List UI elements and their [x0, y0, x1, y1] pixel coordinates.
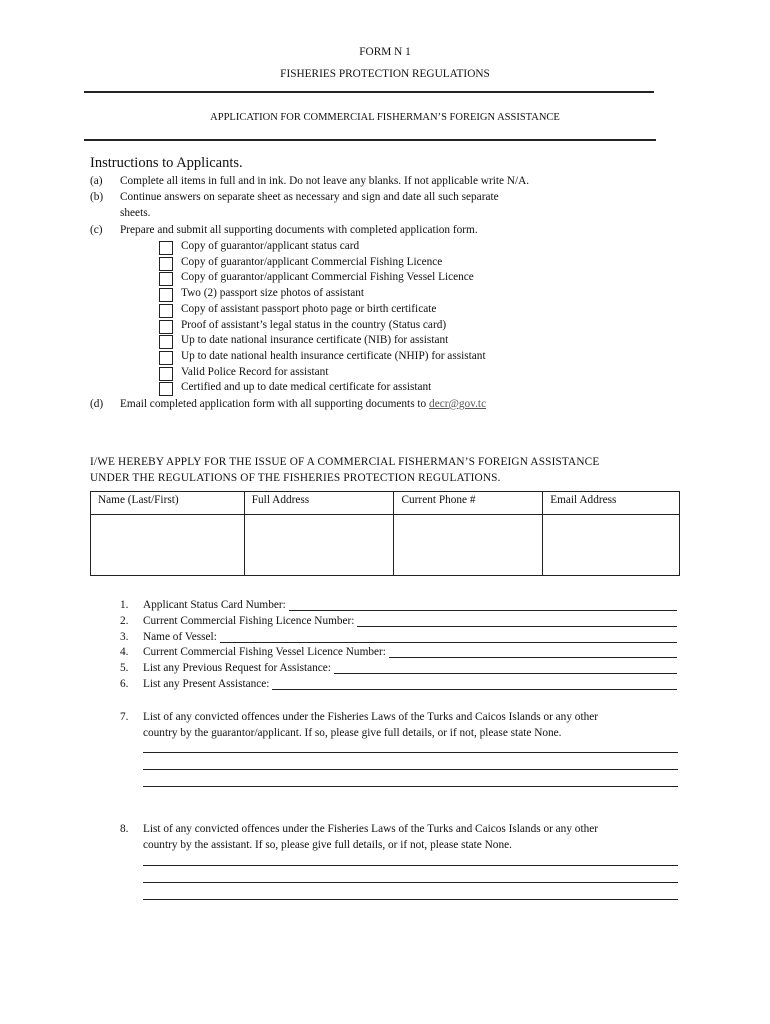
instruction-text [120, 397, 486, 413]
instruction-marker: (c) [90, 224, 103, 236]
checklist-label: Valid Police Record for assistant [181, 365, 329, 378]
column-header-phone: Current Phone # [394, 492, 543, 515]
header-divider-top [84, 91, 654, 93]
answer-field[interactable] [389, 657, 677, 658]
checklist-label: Up to date national insurance certificate (NIB) for assistant [181, 334, 449, 347]
question-text: country by the guarantor/applicant. If so, please give full details, or if not, please state None. [143, 727, 562, 739]
question-number: 3. [120, 630, 129, 643]
declaration-line-1: I/WE HEREBY APPLY FOR THE ISSUE OF A COMMERCIAL FISHERMAN’S FOREIGN ASSISTANCE [90, 456, 600, 468]
instruction-text: Prepare and submit all supporting documents with completed application form. [120, 224, 478, 236]
applicant-details-table [90, 491, 680, 576]
answer-field[interactable] [334, 673, 677, 674]
checklist-label: Copy of guarantor/applicant Commercial Fishing Licence [181, 255, 443, 268]
instructions-heading: Instructions to Applicants. [90, 155, 243, 171]
checkbox[interactable] [159, 272, 173, 286]
answer-field[interactable] [272, 689, 677, 690]
declaration [90, 455, 680, 486]
question-number: 2. [120, 614, 129, 627]
answer-field[interactable] [289, 610, 677, 611]
column-header-email: Email Address [543, 492, 680, 515]
checklist-label: Copy of guarantor/applicant status card [181, 240, 360, 252]
checklist-label: Up to date national health insurance certificate (NHIP) for assistant [181, 349, 486, 362]
checkbox[interactable] [159, 367, 173, 381]
address-cell[interactable] [244, 515, 394, 576]
checkbox[interactable] [159, 241, 173, 255]
question-label: Name of Vessel: [143, 630, 217, 643]
question-number: 7. [120, 711, 129, 723]
answer-field[interactable] [357, 626, 677, 627]
header-divider-bottom [84, 139, 656, 141]
question-number: 6. [120, 678, 129, 690]
question-number: 8. [120, 823, 129, 835]
column-header-address: Full Address [244, 492, 394, 515]
answer-line[interactable] [143, 899, 678, 900]
checkbox[interactable] [159, 320, 173, 334]
instruction-marker: (d) [90, 398, 104, 410]
instruction-d-text: Email completed application form with all supporting documents to [120, 398, 430, 410]
question-number: 4. [120, 646, 129, 659]
table-header-row [91, 492, 680, 515]
question-text: List of any convicted offences under the Fisheries Laws of the Turks and Caicos Islands or any other [143, 823, 599, 835]
declaration-line-2: UNDER THE REGULATIONS OF THE FISHERIES PROTECTION REGULATIONS. [90, 471, 501, 484]
question-label: List any Previous Request for Assistance: [143, 662, 331, 675]
checkbox[interactable] [159, 382, 173, 396]
checkbox[interactable] [159, 351, 173, 365]
question-label: List any Present Assistance: [143, 678, 270, 690]
question-label: Applicant Status Card Number: [143, 599, 286, 611]
checkbox[interactable] [159, 335, 173, 349]
answer-line[interactable] [143, 786, 678, 787]
answer-line[interactable] [143, 769, 678, 770]
application-title: APPLICATION FOR COMMERCIAL FISHERMAN’S FOREIGN ASSISTANCE [210, 112, 560, 123]
table-row [91, 515, 680, 576]
instruction-marker: (b) [90, 191, 104, 203]
question-number: 1. [120, 599, 129, 611]
instruction-text: Complete all items in full and in ink. Do not leave any blanks. If not applicable write N/A. [120, 175, 530, 187]
instruction-marker: (a) [90, 175, 103, 187]
question-number: 5. [120, 662, 129, 675]
column-header-name: Name (Last/First) [91, 492, 245, 515]
question-label: Current Commercial Fishing Licence Number: [143, 614, 355, 627]
answer-line[interactable] [143, 865, 678, 866]
instruction-b-continued: sheets. [120, 207, 151, 219]
instruction-text: Continue answers on separate sheet as necessary and sign and date all such separate [120, 191, 499, 203]
email-link[interactable]: decr@gov.tc [429, 398, 487, 410]
checklist-label: Copy of guarantor/applicant Commercial Fishing Vessel Licence [181, 271, 474, 284]
phone-cell[interactable] [394, 515, 543, 576]
checklist-label: Proof of assistant’s legal status in the country (Status card) [181, 318, 447, 331]
name-cell[interactable] [91, 515, 245, 576]
answer-line[interactable] [143, 882, 678, 883]
checkbox[interactable] [159, 257, 173, 271]
question-text: country by the assistant. If so, please give full details, or if not, please state None. [143, 839, 512, 851]
form-number: FORM N 1 [359, 46, 411, 58]
question-label: Current Commercial Fishing Vessel Licence Number: [143, 646, 386, 659]
answer-field[interactable] [220, 642, 677, 643]
regulations-title: FISHERIES PROTECTION REGULATIONS [280, 68, 490, 80]
checklist-label: Certified and up to date medical certificate for assistant [181, 381, 432, 394]
checklist-label: Copy of assistant passport photo page or birth certificate [181, 302, 437, 315]
checklist-label: Two (2) passport size photos of assistant [181, 287, 365, 300]
checkbox[interactable] [159, 288, 173, 302]
answer-line[interactable] [143, 752, 678, 753]
checkbox[interactable] [159, 304, 173, 318]
question-text: List of any convicted offences under the Fisheries Laws of the Turks and Caicos Islands or any other [143, 711, 599, 723]
email-cell[interactable] [543, 515, 680, 576]
